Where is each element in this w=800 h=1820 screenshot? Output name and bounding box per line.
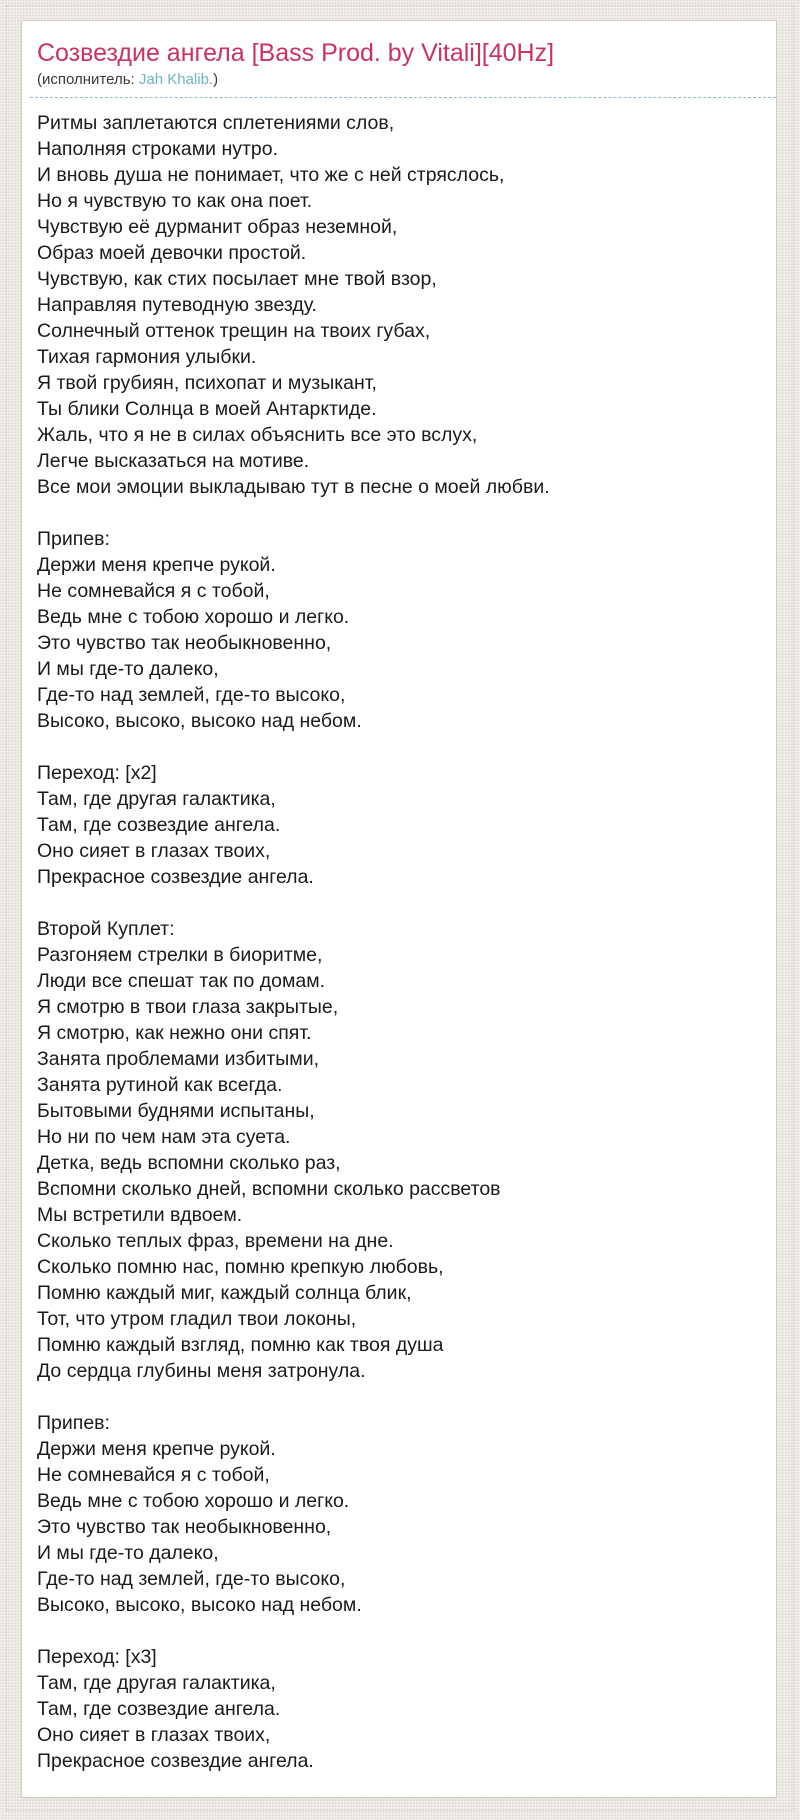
lyric-line: Люди все спешат так по домам.	[37, 970, 326, 992]
lyric-line: Это чувство так необыкновенно,	[37, 1516, 332, 1538]
lyric-line: Припев:	[37, 1412, 110, 1434]
lyric-line: Ведь мне с тобою хорошо и легко.	[37, 606, 350, 628]
artist-suffix: )	[213, 71, 219, 88]
song-title: Созвездие ангела [Bass Prod. by Vitali][40Hz]	[37, 39, 555, 67]
lyric-line: До сердца глубины меня затронула.	[37, 1360, 366, 1382]
header-dashed-separator	[30, 97, 776, 98]
lyric-line: Переход: [x2]	[37, 762, 157, 784]
lyric-line: Держи меня крепче рукой.	[37, 1438, 276, 1460]
lyric-line: Ведь мне с тобою хорошо и легко.	[37, 1490, 350, 1512]
lyric-line: Не сомневайся я с тобой,	[37, 1464, 270, 1486]
lyric-line: Разгоняем стрелки в биоритме,	[37, 944, 323, 966]
lyric-line: Бытовыми буднями испытаны,	[37, 1100, 315, 1122]
lyric-line: Направляя путеводную звезду.	[37, 294, 317, 316]
lyric-line: Легче высказаться на мотиве.	[37, 450, 310, 472]
lyric-line: Тихая гармония улыбки.	[37, 346, 257, 368]
lyric-line: Там, где созвездие ангела.	[37, 1698, 281, 1720]
lyric-line: Я твой грубиян, психопат и музыкант,	[37, 372, 377, 394]
artist-link[interactable]: Jah Khalib.	[138, 71, 214, 88]
lyric-line: И мы где-то далеко,	[37, 658, 219, 680]
lyric-line: Сколько теплых фраз, времени на дне.	[37, 1230, 394, 1252]
lyric-line: Детка, ведь вспомни сколько раз,	[37, 1152, 341, 1174]
lyric-stanza-verse-2	[37, 916, 761, 1384]
lyric-line: Наполняя строками нутро.	[37, 138, 279, 160]
lyrics-card	[21, 20, 777, 1798]
lyric-line: Помню каждый взгляд, помню как твоя душа	[37, 1334, 444, 1356]
lyric-line: Оно сияет в глазах твоих,	[37, 1724, 271, 1746]
lyric-line: Переход: [x3]	[37, 1646, 157, 1668]
lyric-line: Вспомни сколько дней, вспомни сколько рассветов	[37, 1178, 501, 1200]
lyric-line: Где-то над землей, где-то высоко,	[37, 684, 346, 706]
lyric-stanza-bridge-1	[37, 760, 761, 890]
lyric-line: Но ни по чем нам эта суета.	[37, 1126, 291, 1148]
lyric-line: Тот, что утром гладил твои локоны,	[37, 1308, 357, 1330]
lyric-line: Помню каждый миг, каждый солнца блик,	[37, 1282, 412, 1304]
lyric-line: Все мои эмоции выкладываю тут в песне о моей любви.	[37, 476, 550, 498]
lyric-line: Высоко, высоко, высоко над небом.	[37, 1594, 362, 1616]
lyric-line: Припев:	[37, 528, 110, 550]
lyric-line: И мы где-то далеко,	[37, 1542, 219, 1564]
lyric-line: Занята рутиной как всегда.	[37, 1074, 283, 1096]
lyric-line: Там, где другая галактика,	[37, 1672, 276, 1694]
lyric-stanza-verse-1	[37, 110, 761, 500]
lyric-line: Не сомневайся я с тобой,	[37, 580, 270, 602]
lyric-stanza-chorus-1	[37, 526, 761, 734]
lyric-line: Оно сияет в глазах твоих,	[37, 840, 271, 862]
lyric-stanza-bridge-2	[37, 1644, 761, 1774]
lyric-line: Занята проблемами избитыми,	[37, 1048, 319, 1070]
lyric-line: Мы встретили вдвоем.	[37, 1204, 243, 1226]
lyric-stanza-chorus-2	[37, 1410, 761, 1618]
artist-line	[37, 70, 761, 89]
lyric-line: Я смотрю, как нежно они спят.	[37, 1022, 312, 1044]
lyric-line: Сколько помню нас, помню крепкую любовь,	[37, 1256, 444, 1278]
lyric-line: Я смотрю в твои глаза закрытые,	[37, 996, 339, 1018]
lyric-line: Прекрасное созвездие ангела.	[37, 866, 314, 888]
lyric-line: Образ моей девочки простой.	[37, 242, 307, 264]
lyric-line: Чувствую её дурманит образ неземной,	[37, 216, 398, 238]
lyric-line: Прекрасное созвездие ангела.	[37, 1750, 314, 1772]
lyric-line: Там, где созвездие ангела.	[37, 814, 281, 836]
lyric-line: Это чувство так необыкновенно,	[37, 632, 332, 654]
lyric-line: Чувствую, как стих посылает мне твой взор,	[37, 268, 437, 290]
artist-label: (исполнитель:	[37, 71, 139, 88]
lyric-line: Второй Куплет:	[37, 918, 175, 940]
lyric-line: Ритмы заплетаются сплетениями слов,	[37, 112, 395, 134]
lyric-line: И вновь душа не понимает, что же с ней стряслось,	[37, 164, 505, 186]
lyric-line: Ты блики Солнца в моей Антарктиде.	[37, 398, 377, 420]
lyric-line: Держи меня крепче рукой.	[37, 554, 276, 576]
lyric-line: Где-то над землей, где-то высоко,	[37, 1568, 346, 1590]
lyric-line: Высоко, высоко, высоко над небом.	[37, 710, 362, 732]
lyrics-text	[37, 110, 761, 1774]
lyric-line: Но я чувствую то как она поет.	[37, 190, 313, 212]
lyric-line: Жаль, что я не в силах объяснить все это вслух,	[37, 424, 478, 446]
lyric-line: Там, где другая галактика,	[37, 788, 276, 810]
lyric-line: Солнечный оттенок трещин на твоих губах,	[37, 320, 431, 342]
